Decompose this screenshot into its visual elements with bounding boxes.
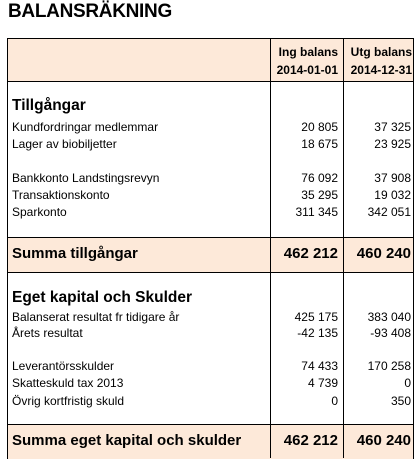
row-label: Bankkonto Landstingsrevyn	[12, 171, 160, 185]
balance-sheet-table	[7, 38, 414, 459]
total-opening-value: 462 212	[283, 432, 338, 449]
closing-value: 37 325	[374, 120, 411, 134]
table-row	[8, 119, 413, 136]
closing-value: -93 408	[370, 326, 411, 340]
row-label: Balanserat resultat fr tidigare år	[12, 310, 180, 324]
opening-value: 74 433	[301, 359, 338, 373]
opening-value: 311 345	[295, 205, 338, 219]
assets-total-row	[8, 237, 413, 271]
table-row	[8, 375, 413, 392]
row-label: Lager av biobiljetter	[12, 137, 117, 151]
opening-value: 425 175	[294, 310, 338, 324]
total-closing-value: 460 240	[356, 432, 411, 449]
closing-balance-date: 2014-12-31	[350, 63, 412, 77]
closing-value: 342 051	[367, 205, 411, 219]
table-row	[8, 136, 413, 153]
equity-heading: Eget kapital och Skulder	[12, 289, 193, 306]
closing-value: 37 908	[374, 171, 411, 185]
total-opening-value: 462 212	[283, 245, 338, 262]
assets-heading: Tillgångar	[12, 97, 86, 114]
opening-value: 4 739	[307, 376, 338, 390]
closing-value: 23 925	[374, 137, 411, 151]
row-label: Kundfordringar medlemmar	[12, 120, 159, 134]
opening-value: 18 675	[301, 137, 338, 151]
row-label: Transaktionskonto	[12, 188, 110, 202]
opening-value: 35 295	[301, 188, 338, 202]
opening-balance-header	[266, 43, 338, 79]
closing-balance-label: Utg balans	[350, 45, 412, 59]
row-label: Övrig kortfristig skuld	[12, 394, 125, 408]
table-row	[8, 170, 413, 187]
row-label: Skatteskuld tax 2013	[12, 376, 124, 390]
row-label: Sparkonto	[12, 205, 67, 219]
table-row	[8, 358, 413, 375]
row-label: Årets resultat	[12, 326, 83, 340]
closing-value: 383 040	[367, 310, 411, 324]
closing-value: 170 258	[367, 359, 411, 373]
page-title: BALANSRÄKNING	[8, 1, 172, 22]
closing-value: 0	[404, 376, 411, 390]
equity-total-row	[8, 424, 413, 458]
total-label: Summa tillgångar	[12, 245, 138, 262]
opening-value: -42 135	[297, 326, 338, 340]
table-row	[8, 393, 413, 410]
table-row	[8, 204, 413, 221]
total-closing-value: 460 240	[356, 245, 411, 262]
opening-balance-date: 2014-01-01	[276, 63, 338, 77]
opening-value: 0	[331, 394, 338, 408]
row-label: Leverantörsskulder	[12, 359, 115, 373]
table-row	[8, 187, 413, 204]
opening-balance-label: Ing balans	[278, 45, 338, 59]
closing-balance-header	[340, 43, 412, 79]
closing-value: 350	[390, 394, 411, 408]
total-label: Summa eget kapital och skulder	[12, 432, 242, 449]
closing-value: 19 032	[374, 188, 411, 202]
table-row	[8, 309, 413, 326]
table-row	[8, 325, 413, 342]
opening-value: 20 805	[301, 120, 338, 134]
opening-value: 76 092	[301, 171, 338, 185]
